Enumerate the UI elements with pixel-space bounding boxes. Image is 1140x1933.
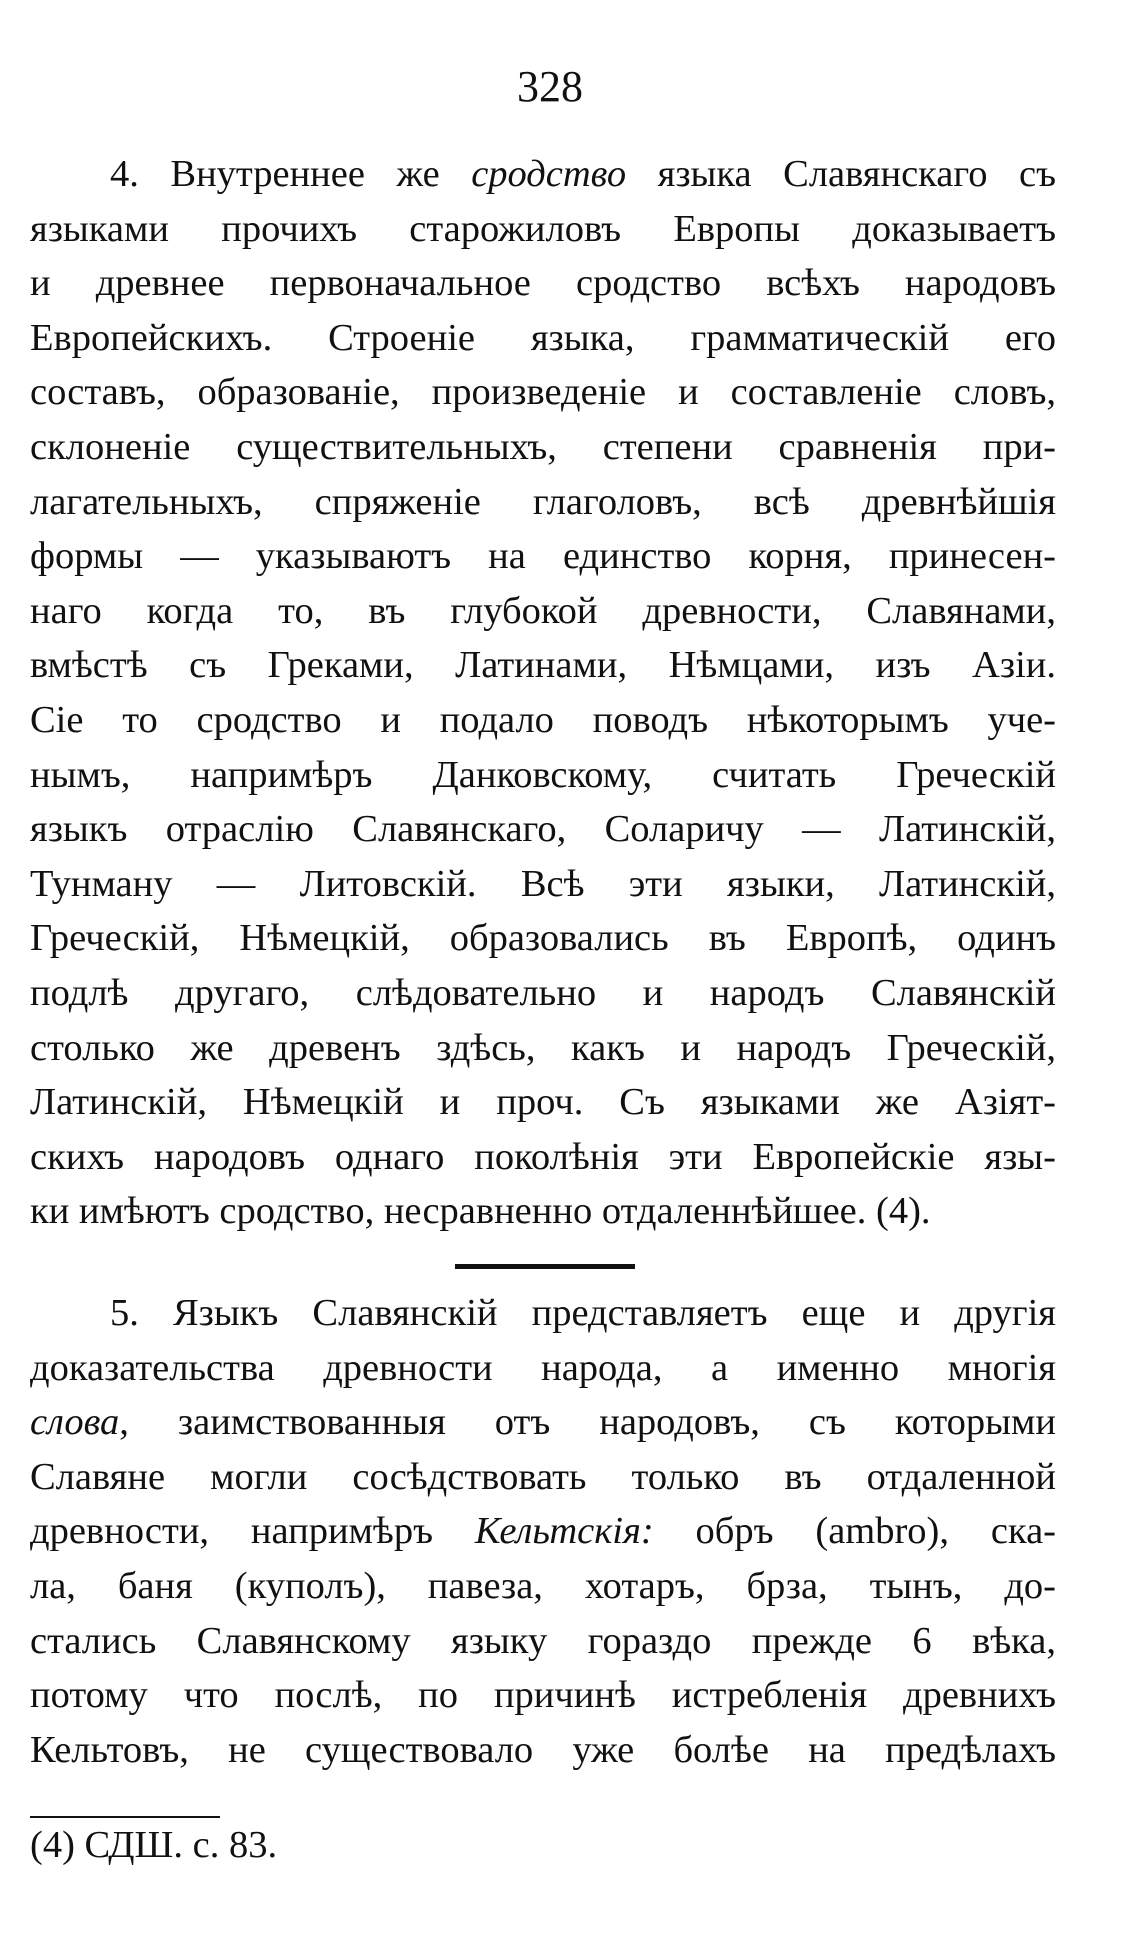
- text-line: вмѣстѣ съ Греками, Латинами, Нѣмцами, изъ Азіи.: [30, 644, 1056, 687]
- text-line: Кельтовъ, не существовало уже болѣе на предѣлахъ: [30, 1728, 1056, 1771]
- text-line: доказательства древности народа, а именно многія: [30, 1346, 1056, 1389]
- text-line: Латинскій, Нѣмецкій и проч. Съ языками же Азіят-: [30, 1081, 1056, 1124]
- text-line: Славяне могли сосѣдствовать только въ отдаленной: [30, 1455, 1056, 1498]
- text-line: Европейскихъ. Строеніе языка, грамматическій его: [30, 316, 1056, 359]
- italic-term: слова: [30, 1401, 120, 1444]
- text-line: столько же древенъ здѣсь, какъ и народъ Греческій,: [30, 1026, 1056, 1069]
- italic-term: Кельтскія:: [474, 1510, 654, 1553]
- text-line: ла, баня (куполъ), павеза, хотаръ, брза, тынъ, до-: [30, 1564, 1056, 1607]
- paragraph-4: [30, 147, 1056, 1239]
- paragraph-5: [30, 1286, 1056, 1777]
- text-line: потому что послѣ, по причинѣ истребленія древнихъ: [30, 1674, 1056, 1717]
- text-line: ки имѣютъ сродство, несравненно отдаленнѣйшее. (4).: [30, 1190, 931, 1233]
- text-line: лагательныхъ, спряженіе глаголовъ, всѣ древнѣйшія: [30, 480, 1056, 523]
- text-line: 5. Языкъ Славянскій представляетъ еще и другія: [110, 1292, 1056, 1334]
- page-number: 328: [517, 62, 583, 111]
- text-line: стались Славянскому языку гораздо прежде 6 вѣка,: [30, 1619, 1056, 1662]
- italic-term: сродство: [471, 153, 627, 195]
- text-line: языкъ отраслію Славянскаго, Соларичу — Латинскій,: [30, 808, 1056, 851]
- text-line: формы — указываютъ на единство корня, принесен-: [30, 535, 1056, 578]
- text-line: составъ, образованіе, произведеніе и составленіе словъ,: [30, 371, 1056, 414]
- text-line: Греческій, Нѣмецкій, образовались въ Европѣ, одинъ: [30, 917, 1056, 960]
- text-line: наго когда то, въ глубокой древности, Славянами,: [30, 589, 1056, 632]
- section-separator: [455, 1264, 635, 1269]
- text-line: подлѣ другаго, слѣдовательно и народъ Славянскій: [30, 971, 1056, 1014]
- footnote: (4) СДШ. с. 83.: [30, 1824, 278, 1866]
- text-line: древности, напримѣръ Кельтскія: обръ (ambro), ска-: [30, 1510, 1056, 1553]
- text-line: слова, заимствованныя отъ народовъ, съ которыми: [30, 1401, 1056, 1444]
- text-line: языками прочихъ старожиловъ Европы доказываетъ: [30, 207, 1056, 250]
- text-line: 4. Внутреннее же сродство языка Славянскаго съ: [110, 153, 1056, 195]
- text-line: Тунману — Литовскій. Всѣ эти языки, Латинскій,: [30, 862, 1056, 905]
- text-line: скихъ народовъ однаго поколѣнія эти Европейскіе язы-: [30, 1135, 1056, 1178]
- text-line: Сіе то сродство и подало поводъ нѣкоторымъ уче-: [30, 698, 1056, 741]
- text-line: склоненіе существительныхъ, степени сравненія при-: [30, 425, 1056, 468]
- text-line: и древнее первоначальное сродство всѣхъ народовъ: [30, 262, 1056, 305]
- text-line: нымъ, напримѣръ Данковскому, считать Греческій: [30, 753, 1056, 796]
